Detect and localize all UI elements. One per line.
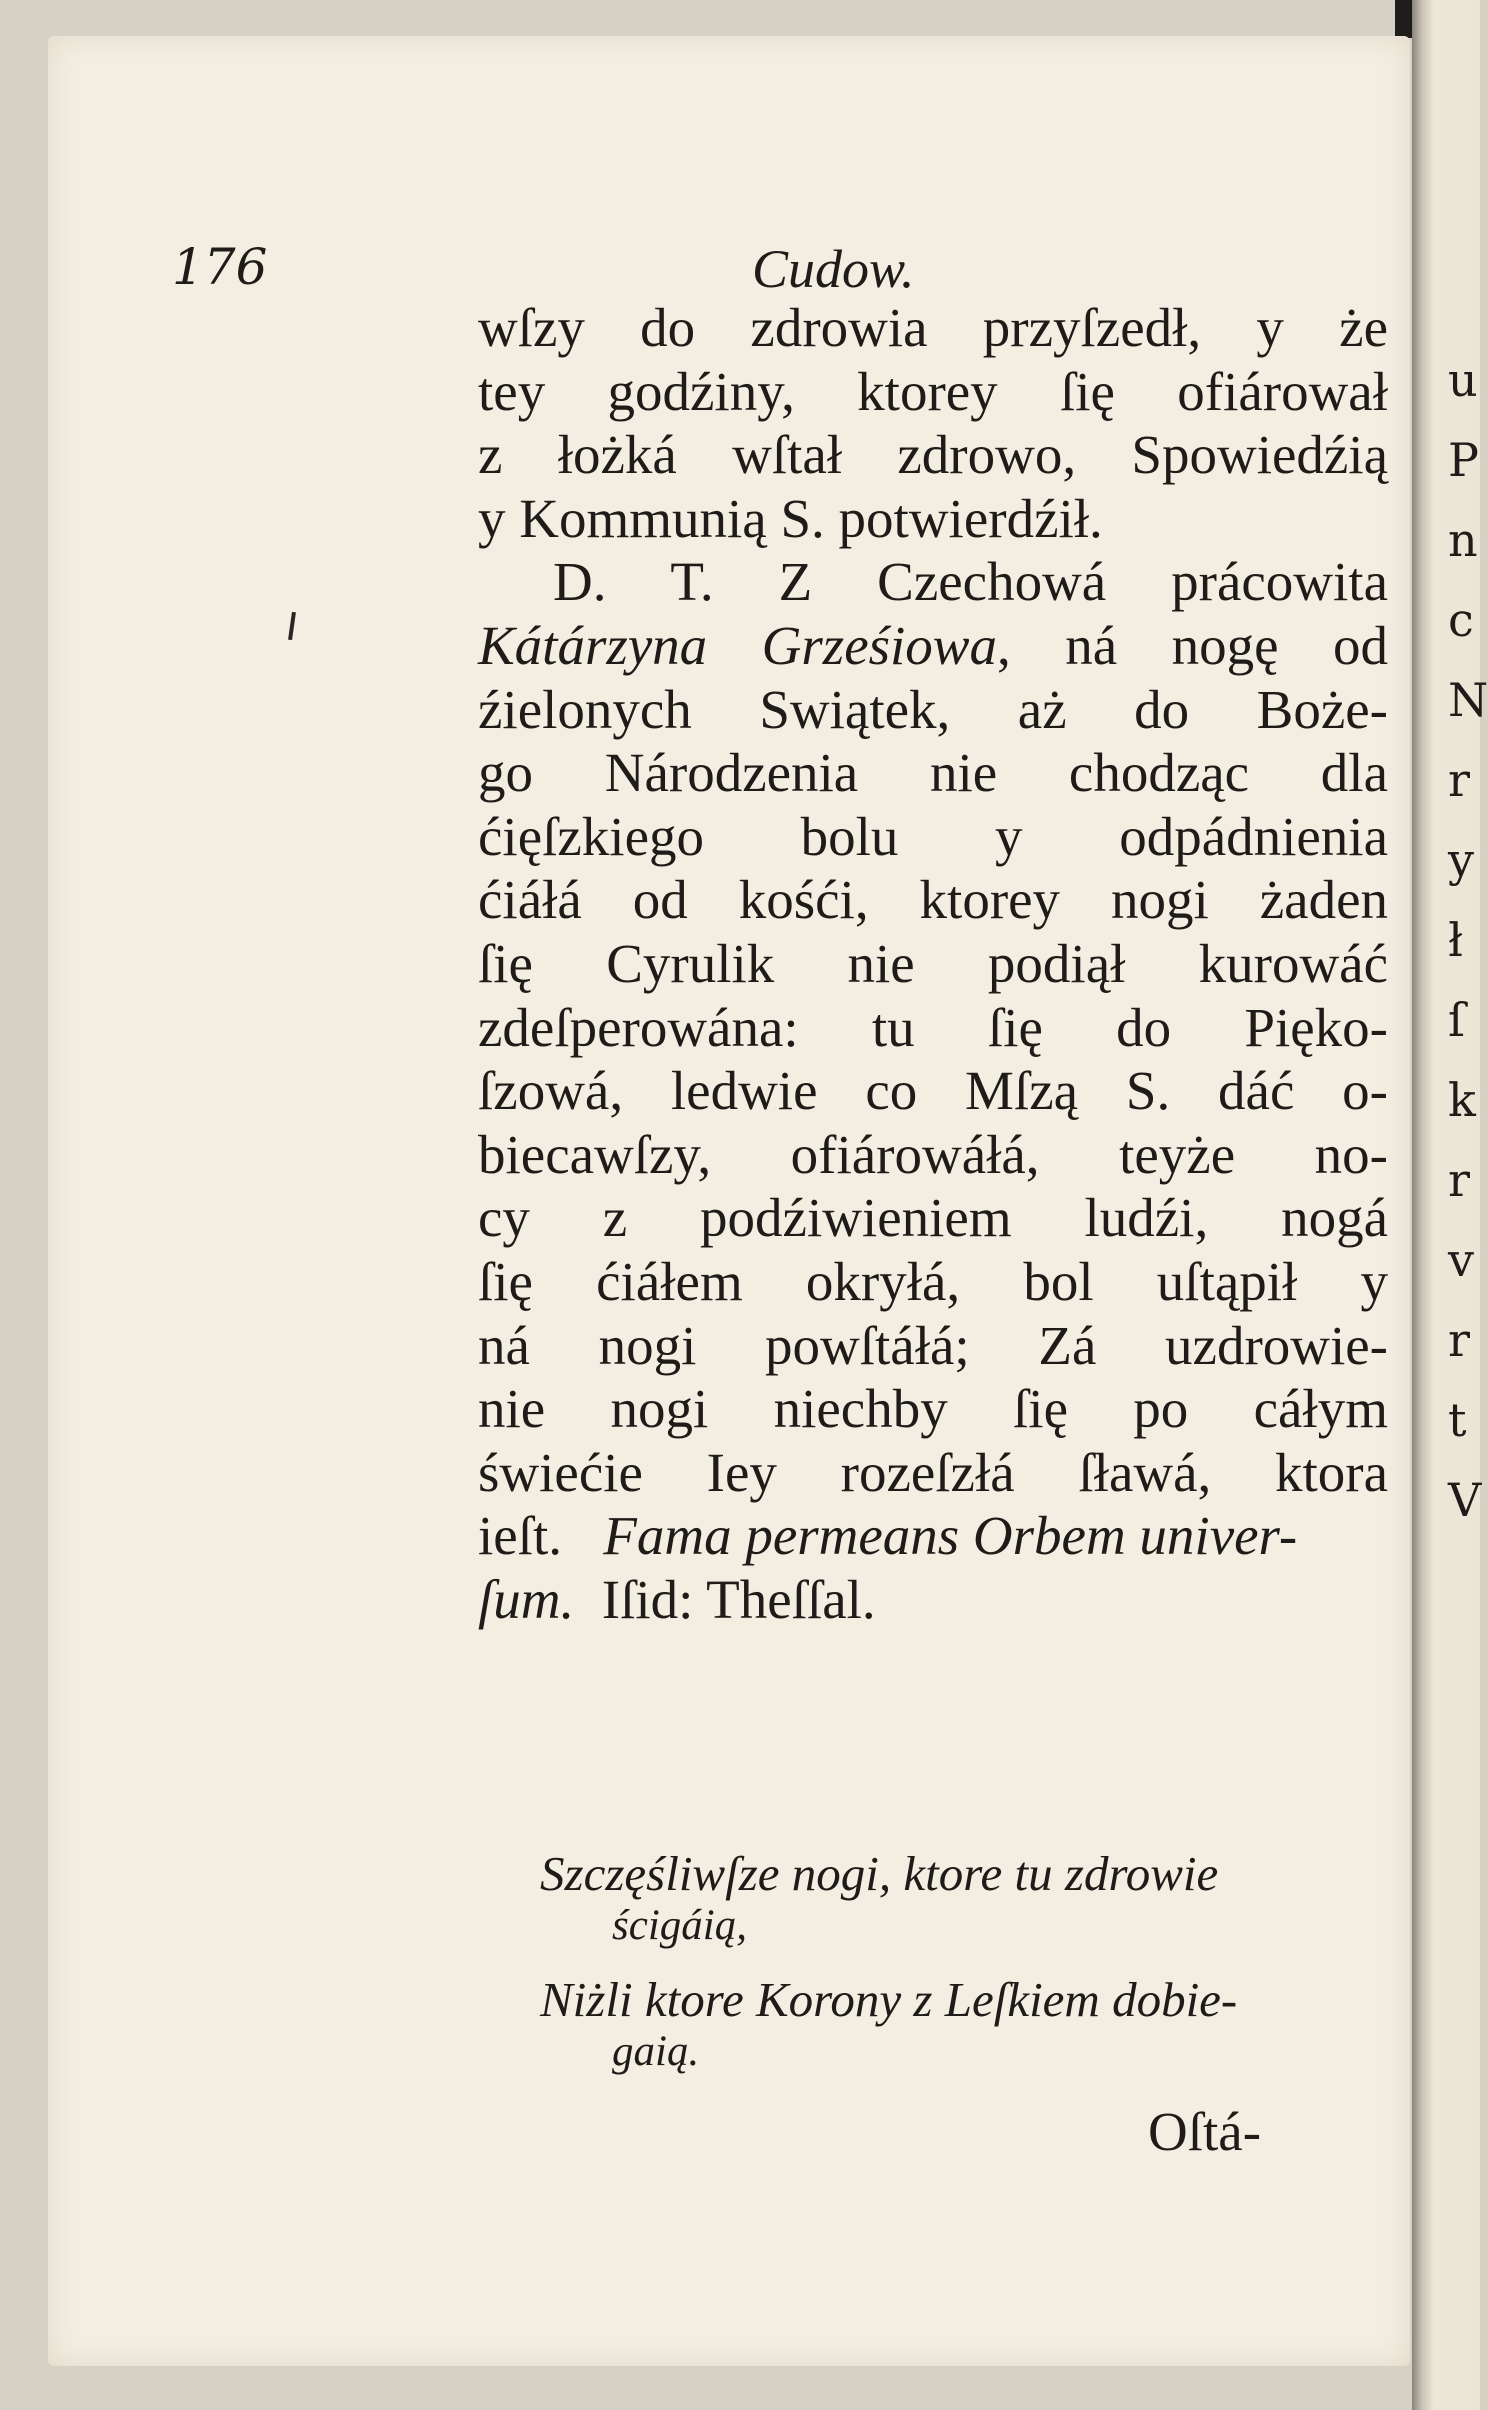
facing-page-letter: y <box>1448 833 1474 887</box>
latin-quote-end: ſum. <box>478 1568 575 1630</box>
facing-page-letter: r <box>1448 1313 1470 1367</box>
page-number: 176 <box>172 238 268 296</box>
facing-page-letters <box>1448 340 1488 1540</box>
text-line: ſię Cyrulik nie podiął kurowáć <box>478 932 1388 994</box>
facing-page-letter: n <box>1448 513 1478 567</box>
facing-page-letter: r <box>1448 753 1470 807</box>
text-line <box>478 1504 1388 1568</box>
facing-page-letter: v <box>1448 1233 1474 1287</box>
verse-line-indented: ścigáią, <box>612 1902 747 1949</box>
text-line: go Národzenia nie chodząc dla <box>478 742 1388 804</box>
facing-page-letter: u <box>1448 353 1478 407</box>
catchword: Oſtá- <box>1148 2101 1262 2162</box>
text-line: tey godźiny, ktorey ſię ofiárował <box>478 360 1388 422</box>
facing-page-letter: P <box>1448 433 1479 487</box>
verse-line-indented: gaią. <box>612 2028 700 2075</box>
text-line: ćięſzkiego bolu y odpádnienia <box>478 805 1388 867</box>
facing-page-letter: k <box>1448 1073 1476 1127</box>
text-line: D. T. Z Czechowá prácowita <box>553 551 1388 613</box>
verse-line: Niżli ktore Korony z Leſkiem dobie- <box>540 1972 1238 2027</box>
facing-page-letter: c <box>1448 593 1474 647</box>
text-line <box>478 1568 1388 1632</box>
text-line: wſzy do zdrowia przyſzedł, y że <box>478 297 1388 358</box>
text-line: świećie Iey rozeſzłá ſławá, ktora <box>478 1441 1388 1503</box>
text-line: ćiáłá od kośći, ktorey nogi żaden <box>478 869 1388 931</box>
facing-page-letter: ſ <box>1448 993 1466 1047</box>
text-fragment: ieſt. <box>478 1505 563 1567</box>
text-line: y Kommunią S. potwierdźił. <box>478 487 1103 549</box>
source-citation: Iſid: Theſſal. <box>601 1568 876 1630</box>
text-line: ná nogi powſtáłá; Zá uzdrowie- <box>478 1314 1388 1376</box>
facing-page-letter: ł <box>1448 913 1463 967</box>
text-line: źielonych Swiątek, aż do Boże- <box>478 678 1388 740</box>
name-italic: Kátárzyna Grześiowa <box>478 614 997 676</box>
facing-page-letter: N <box>1448 673 1488 727</box>
text-line: cy z podźiwieniem ludźi, nogá <box>478 1187 1388 1249</box>
facing-page-letter: t <box>1448 1393 1467 1447</box>
facing-page-letter: V <box>1448 1473 1482 1527</box>
text-line: z łożká wſtał zdrowo, Spowiedźią <box>478 424 1388 486</box>
running-head: Cudow. <box>752 239 915 299</box>
text-line: zdeſperowána: tu ſię do Pięko- <box>478 996 1388 1058</box>
text-line: biecawſzy, ofiárowáłá, teyże no- <box>478 1123 1388 1185</box>
verse-line: Szczęśliwſze nogi, ktore tu zdrowie <box>540 1846 1219 1901</box>
text-line: nie nogi niechby ſię po cáłym <box>478 1378 1388 1440</box>
body-text <box>478 296 1388 1631</box>
latin-quote: Fama permeans Orbem univer- <box>603 1505 1298 1567</box>
text-line: ſzowá, ledwie co Mſzą S. dáć o- <box>478 1060 1388 1122</box>
facing-page-letter: r <box>1448 1153 1470 1207</box>
verse-couplet <box>540 1845 1390 2083</box>
text-line: ſię ćiáłem okryłá, bol uſtąpił y <box>478 1250 1388 1312</box>
text-line: Kátárzyna Grześiowa, ná nogę od <box>478 614 1388 676</box>
